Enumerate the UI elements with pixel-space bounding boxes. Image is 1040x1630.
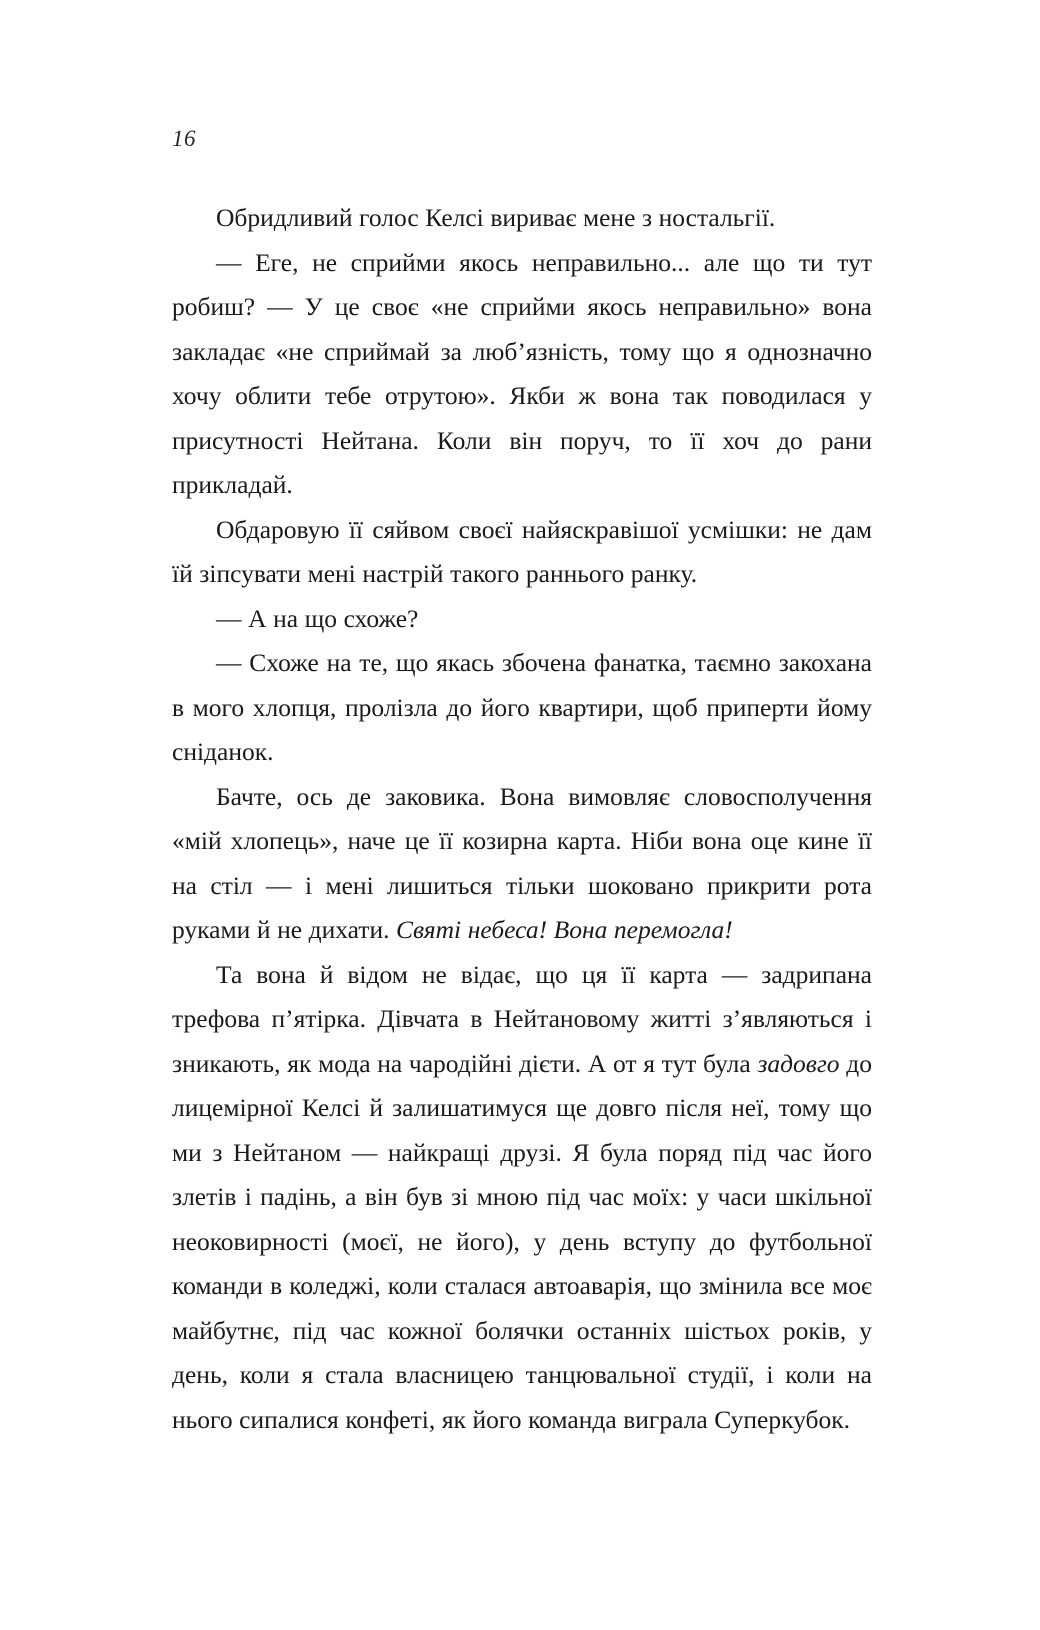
paragraph: — А на що схоже? bbox=[216, 603, 419, 633]
emphasis-text: Святі небеса! Вона перемогла! bbox=[396, 915, 733, 944]
page-number: 16 bbox=[172, 126, 196, 151]
emphasis-text: задовго bbox=[757, 1048, 840, 1078]
paragraph: Та вона й відом не відає, що ця її карта — задрипана трефова п’ятірка. Дівчата в Нейтановому житті з’являються і зникають, як мода на чародійні дієти. А от я тут була задовго до лицемірної Келсі й залишатимуся ще довго після неї, тому що ми з Нейтаном — найкращі друзі. Я була поряд під час його злетів і падінь, а він був зі мною під час моїх: у часи шкільної неоковирності (моєї, не його), у день вступу до футбольної команди в коледжі, коли сталася автоаварія, що змінила все моє майбутнє, під час кожної болячки останніх шістьох років, у день, коли я стала власницею танцювальної студії, і коли на нього сипалися конфеті, як його команда виграла Суперкубок. bbox=[172, 959, 872, 1434]
paragraph: Обдаровую її сяйвом своєї найяскравішої усмішки: не дам їй зіпсувати мені настрій такого раннього ранку. bbox=[172, 514, 872, 588]
paragraph: — Схоже на те, що якась збочена фанатка, таємно закохана в мого хлопця, пролізла до його квартири, щоб приперти йому сніданок. bbox=[172, 648, 872, 766]
paragraph: Бачте, ось де заковика. Вона вимовляє словосполучення «мій хлопець», наче це її козирна карта. Ніби вона оце кине її на стіл — і мені лишиться тільки шоковано прикрити рота руками й не дихати. Святі небеса! Вона перемогла! bbox=[172, 781, 872, 944]
paragraph: Обридливий голос Келсі вириває мене з ностальгії. bbox=[216, 203, 776, 232]
paragraph: — Еге, не сприйми якось неправильно... але що ти тут робиш? — У це своє «не сприйми якось неправильно» вона закладає «не сприймай за люб’язність, тому що я однозначно хочу облити тебе отрутою». Якби ж вона так поводилася у присутності Нейтана. Коли він поруч, то її хоч до рани прикладай. bbox=[172, 247, 872, 499]
body-text-block bbox=[172, 196, 872, 1442]
